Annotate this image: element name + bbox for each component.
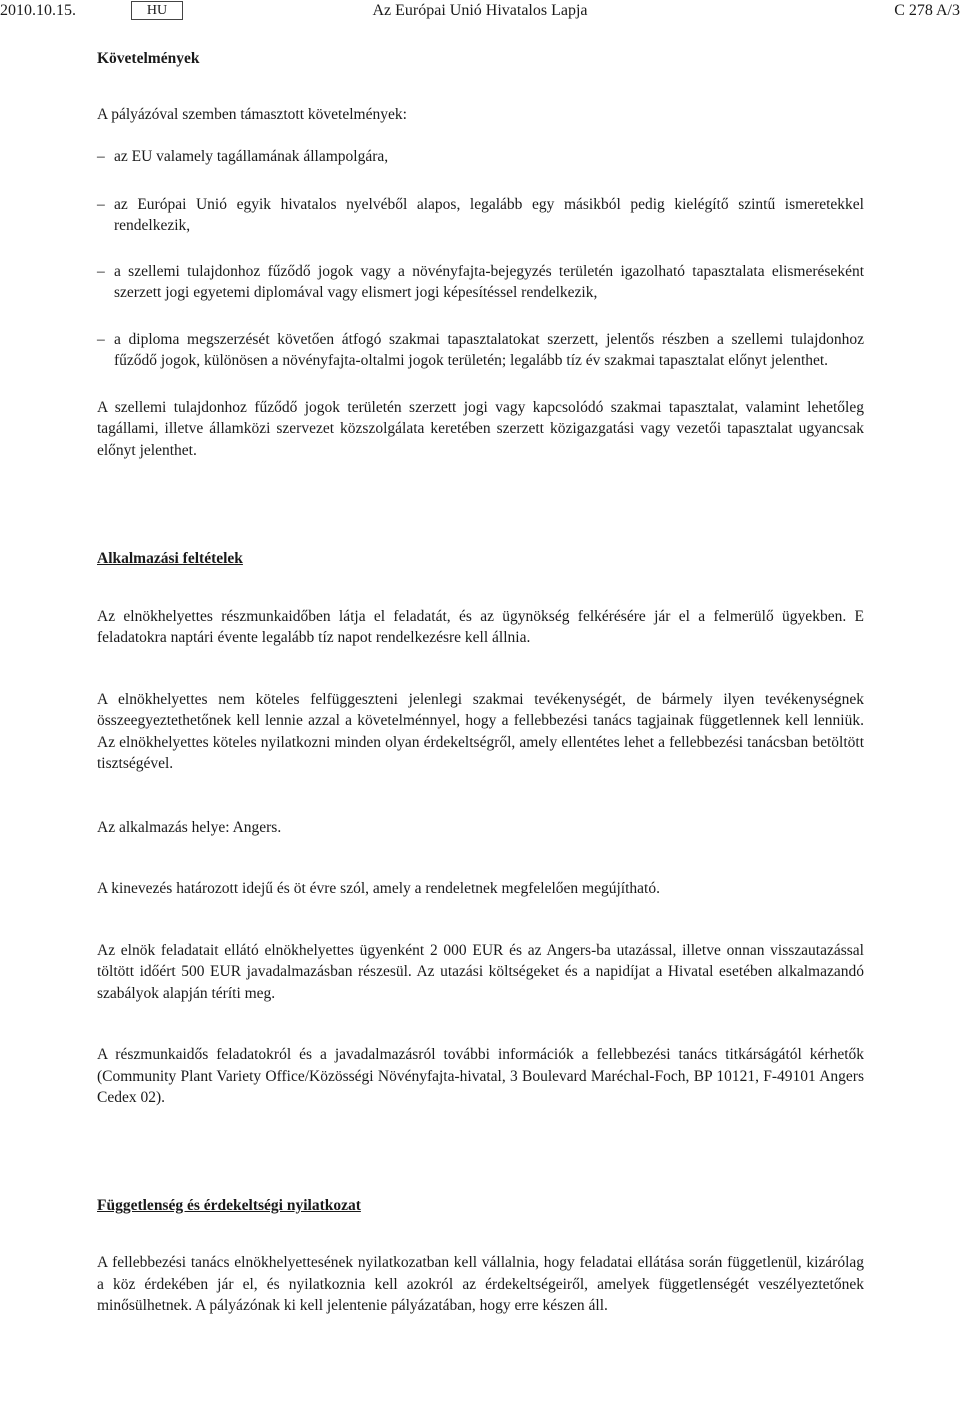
requirements-closing: A szellemi tulajdonhoz fűződő jogok területén szerzett jogi vagy kapcsolódó szakmai tapasztalat, valamint lehetőleg tagállami, illetve államközi szervezet közszolgálata keretében szerzett közigazgatási vagy vezetői tapasztalat ugyancsak előnyt jelenthet. — [97, 398, 864, 459]
dash-marker: – — [97, 330, 105, 348]
conditions-paragraph: Az elnök feladatait ellátó elnökhelyettes ügyenként 2 000 EUR és az Angers-ba utazással, illetve onnan visszautazással töltött időért 500 EUR javadalmazásban részesül. Az utazási költségeket és a napidíjat a Hivatal esetében alkalmazandó szabályok alapján téríti meg. — [97, 941, 864, 1002]
dash-marker: – — [97, 148, 105, 165]
requirement-text: a diploma megszerzését követően átfogó szakmai tapasztalatokat szerzett, jelentős részben a szellemi tulajdonhoz fűződő jogok, különösen a növényfajta-oltalmi jogok területén; legalább tíz év szakmai tapasztalat előnyt jelenthet. — [114, 330, 864, 369]
conditions-paragraph: A kinevezés határozott idejű és öt évre szól, amely a rendeletnek megfelelően megújítható. — [97, 880, 660, 897]
dash-marker: – — [97, 262, 105, 280]
page-number: C 278 A/3 — [894, 2, 960, 19]
independence-heading: Függetlenség és érdekeltségi nyilatkozat — [97, 1196, 361, 1214]
journal-title: Az Európai Unió Hivatalos Lapja — [372, 2, 588, 19]
language-badge: HU — [131, 1, 183, 20]
requirement-item — [97, 329, 864, 372]
requirement-item — [97, 261, 864, 304]
requirement-text: a szellemi tulajdonhoz fűződő jogok vagy a növényfajta-bejegyzés területén igazolható tapasztalata elismeréseként szerzett jogi egyetemi diplomával vagy elismert jogi képesítéssel rendelkezik, — [114, 262, 864, 301]
independence-paragraph: A fellebbezési tanács elnökhelyettesének nyilatkozatban kell vállalnia, hogy feladatai ellátása során függetlenül, kizárólag a köz érdekében jár el, és nyilatkoznia kell azokról az érdekeltségeiről, amelyek függetlenségét veszélyeztetőnek minősülhetnek. A pályázónak ki kell jelentenie pályázatában, hogy erre készen áll. — [97, 1254, 864, 1314]
conditions-paragraph: Az alkalmazás helye: Angers. — [97, 818, 282, 836]
conditions-paragraph: A elnökhelyettes nem köteles felfüggeszteni jelenlegi szakmai tevékenységét, de bármely ilyen tevékenységnek összeegyeztethetőnek kell lennie azzal a követelménnyel, hogy a fellebbezési tanács tagjainak függetlennek kell lenniük. Az elnökhelyettes köteles nyilatkozni minden olyan érdekeltségről, amely ellentétes lehet a fellebbezési tanácsban betöltött tisztségével. — [97, 690, 864, 772]
page-header — [0, 0, 960, 26]
requirement-text: az EU valamely tagállamának állampolgára, — [114, 148, 389, 165]
requirement-item — [97, 146, 864, 168]
conditions-heading: Alkalmazási feltételek — [97, 550, 243, 567]
conditions-paragraph: A részmunkaidős feladatokról és a javadalmazásról további információk a fellebbezési tanács titkárságától kérhetők (Community Plant Variety Office/Közösségi Növényfajta-hivatal, 3 Boulevard Maréchal-Foch, BP 10121, F-49101 Angers Cedex 02). — [97, 1046, 864, 1106]
requirement-item — [97, 194, 864, 237]
requirement-text: az Európai Unió egyik hivatalos nyelvéből alapos, legalább egy másikból pedig kielégítő szintű ismeretekkel rendelkezik, — [114, 195, 864, 234]
dash-marker: – — [97, 195, 105, 213]
requirements-intro: A pályázóval szemben támasztott követelmények: — [97, 105, 407, 123]
requirements-heading: Követelmények — [97, 50, 200, 67]
conditions-paragraph: Az elnökhelyettes részmunkaidőben látja el feladatát, és az ügynökség felkérésére jár el a felmerülő ügyekben. E feladatokra naptári évente legalább tíz napot rendelkezésre kell állnia. — [97, 607, 864, 646]
document-body — [97, 48, 864, 1317]
publication-date: 2010.10.15. — [0, 2, 76, 19]
